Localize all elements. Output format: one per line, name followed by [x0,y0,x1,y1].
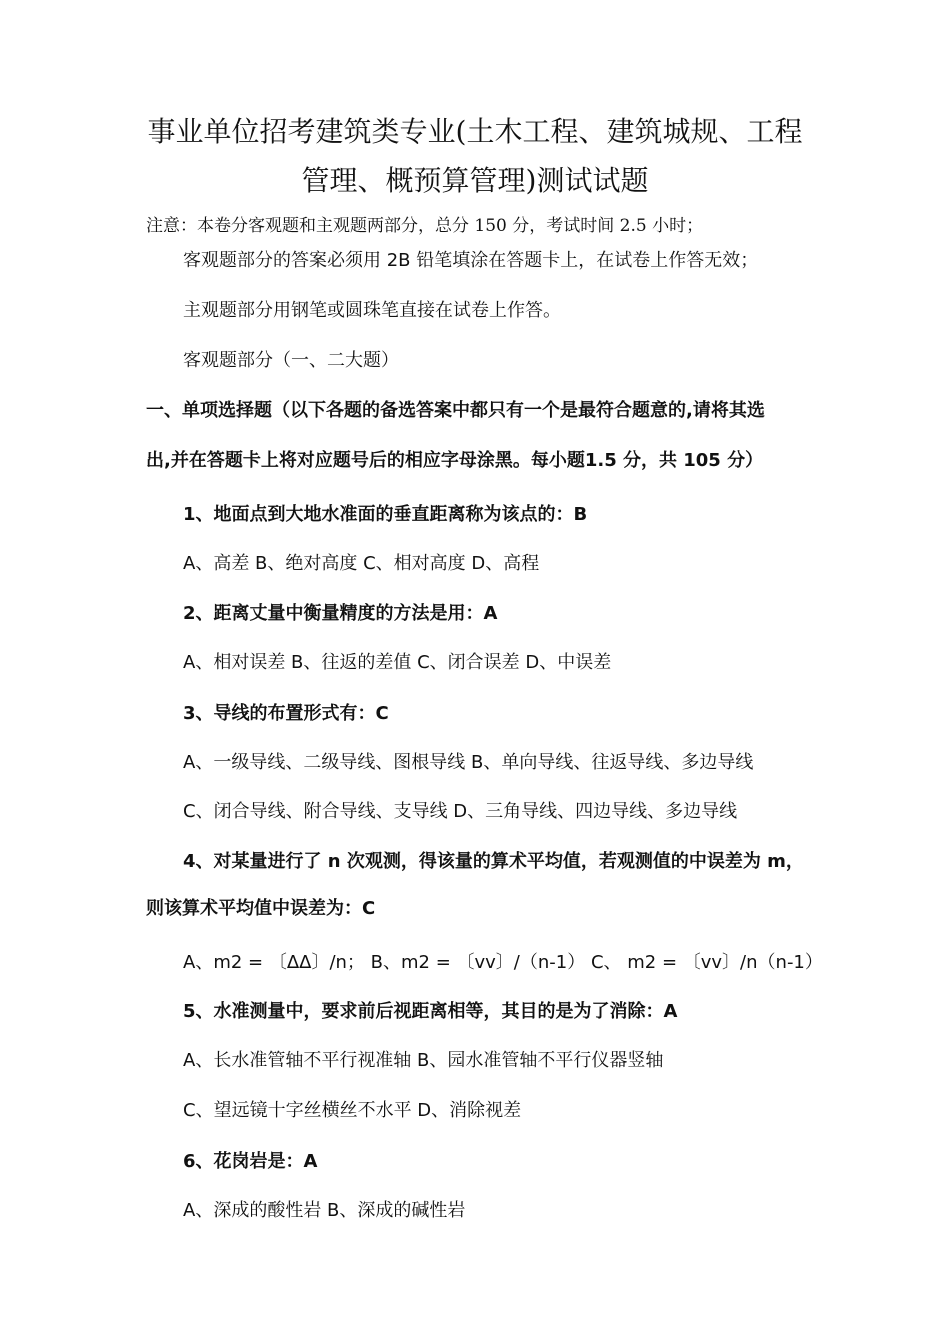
question-5-options-ab: A、长水准管轴不平行视准轴 B、园水准管轴不平行仪器竖轴 [183,1050,664,1071]
instruction-objective: 客观题部分的答案必须用 2B 铅笔填涂在答题卡上，在试卷上作答无效； [183,250,759,271]
question-6-options: A、深成的酸性岩 B、深成的碱性岩 [183,1200,466,1221]
question-6-stem: 6、花岗岩是：A [183,1151,318,1172]
instruction-subjective: 主观题部分用钢笔或圆珠笔直接在试卷上作答。 [183,300,561,321]
question-4-options: A、m2 = 〔ΔΔ〕/n； B、m2 = 〔vv〕/（n-1） C、 m2 = 〔vv〕/n（n-1） [183,952,823,973]
question-3-options-cd: C、闭合导线、附合导线、支导线 D、三角导线、四边导线、多边导线 [183,801,738,822]
question-3-stem: 3、导线的布置形式有：C [183,703,389,724]
document-title-line1: 事业单位招考建筑类专业(土木工程、建筑城规、工程 [147,115,803,148]
objective-heading: 客观题部分（一、二大题） [183,350,399,371]
question-1-stem: 1、地面点到大地水准面的垂直距离称为该点的：B [183,504,588,525]
question-3-options-ab: A、一级导线、二级导线、图根导线 B、单向导线、往返导线、多边导线 [183,752,754,773]
exam-notice: 注意：本卷分客观题和主观题两部分，总分 150 分，考试时间 2.5 小时； [146,216,704,236]
question-1-options: A、高差 B、绝对高度 C、相对高度 D、高程 [183,553,540,574]
question-5-options-cd: C、望远镜十字丝横丝不水平 D、消除视差 [183,1100,522,1121]
question-4-stem-line1: 4、对某量进行了 n 次观测，得该量的算术平均值，若观测值的中误差为 m， [183,851,804,872]
section1-heading-line2: 出,并在答题卡上将对应题号后的相应字母涂黑。每小题1.5 分，共 105 分） [146,450,764,471]
question-4-stem-line2: 则该算术平均值中误差为：C [146,898,376,919]
document-title-line2: 管理、概预算管理)测试试题 [301,164,649,197]
question-5-stem: 5、水准测量中，要求前后视距离相等，其目的是为了消除：A [183,1001,678,1022]
section1-heading-line1: 一、单项选择题（以下各题的备选答案中都只有一个是最符合题意的,请将其选 [146,400,765,421]
question-2-stem: 2、距离丈量中衡量精度的方法是用：A [183,603,498,624]
question-2-options: A、相对误差 B、往返的差值 C、闭合误差 D、中误差 [183,652,612,673]
